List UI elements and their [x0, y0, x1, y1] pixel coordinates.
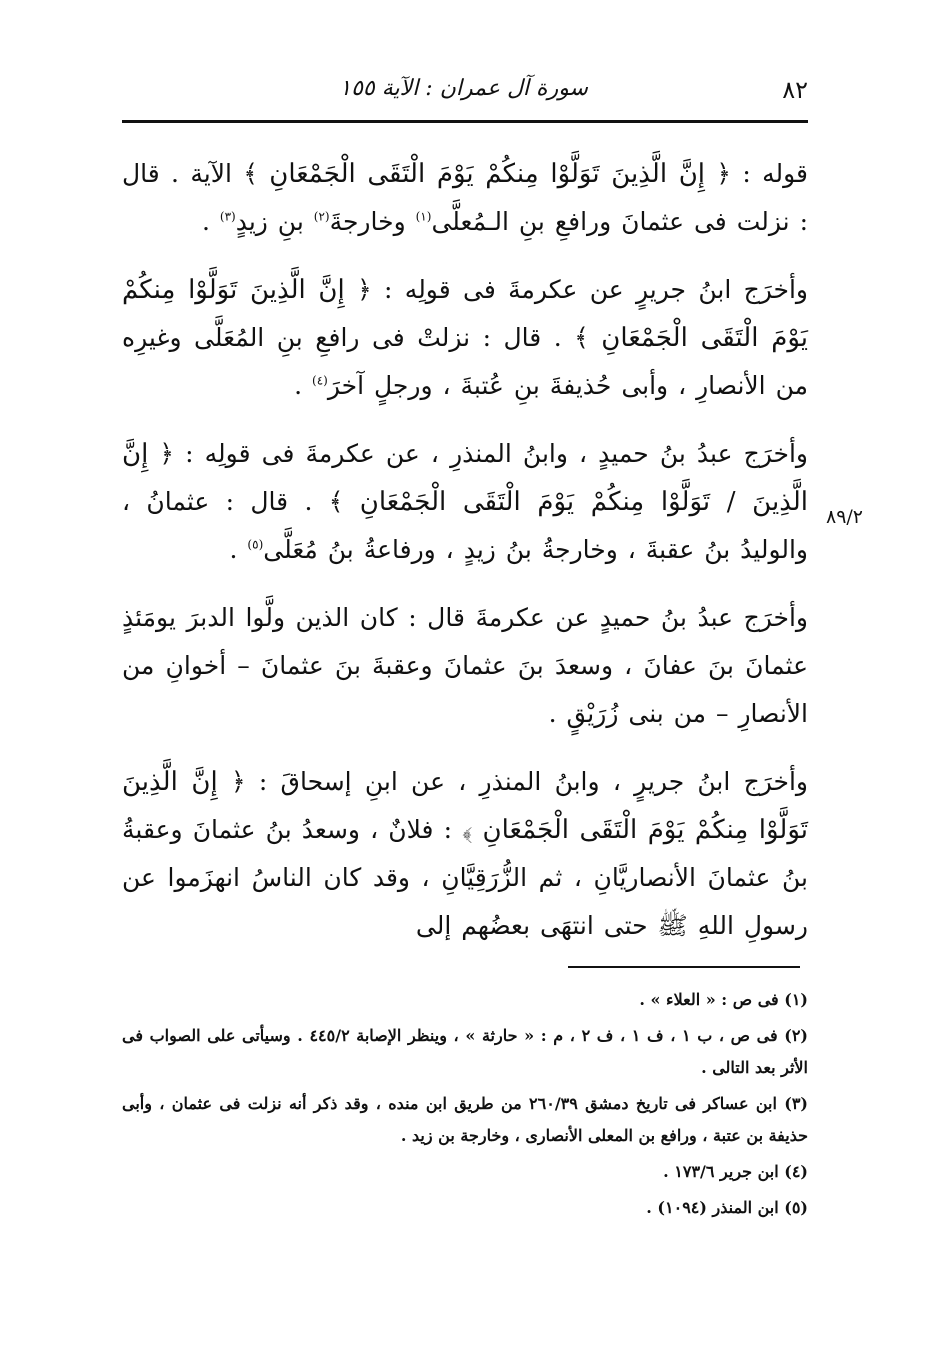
- body-text: [122, 150, 808, 970]
- footnote-4: (٤) ابن جرير ١٧٣/٦ .: [663, 1162, 808, 1181]
- paragraph-end: .: [201, 207, 220, 236]
- footnote-ref: (٥): [247, 537, 264, 552]
- paragraph-5: [122, 758, 808, 950]
- paragraph-end: .: [294, 371, 313, 400]
- paragraph-text: ﴾ . قال : عثمانُ ، والوليدُ بنُ عقبةَ ، وخارجةُ بنُ زيدٍ ، ورفاعةُ بنُ مُعَلَّى: [122, 487, 808, 564]
- footnote-ref: (١): [415, 209, 432, 224]
- footnotes: [122, 984, 808, 1228]
- margin-reference: ٨٩/٢: [826, 506, 864, 528]
- footnote-rule: [568, 966, 800, 968]
- footnote-1: (١) فى ص : « العلاء » .: [639, 990, 808, 1009]
- footnote-ref: (٤): [312, 373, 328, 388]
- header-rule: [122, 120, 808, 123]
- paragraph-lead: وأخرَج عبدُ بنُ حميدٍ ، وابنُ المنذرِ ، عن عكرمةَ فى قولِه : ﴿: [148, 439, 808, 468]
- paragraph-text: ﴾ الآية . قال : نزلت فى عثمانَ ورافعِ بنِ الـمُعلَّى: [122, 159, 808, 236]
- quran-verse: إِنَّ الَّذِينَ تَوَلَّوْا مِنكُمْ يَوْمَ الْتَقَى الْجَمْعَانِ: [122, 275, 808, 353]
- page-header: [122, 74, 808, 114]
- footnote-ref: (٢): [313, 209, 330, 224]
- paragraph-lead: وأخرَج ابنُ جريرٍ ، وابنُ المنذرِ ، عن ابنِ إسحاقَ : ﴿: [217, 767, 808, 796]
- footnote-ref: (٣): [219, 209, 236, 224]
- paragraph-end: .: [229, 535, 248, 564]
- paragraph-2: [122, 266, 808, 410]
- footnote-2: (٢) فى ص ، ب ١ ، ف ١ ، ف ٢ ، م : « حارثة » ، وينظر الإصابة ٤٤٥/٢ . وسيأتى على الصواب فى الأثر بعد التالى .: [122, 1026, 808, 1077]
- paragraph-text: بنِ زيدٍ: [235, 207, 314, 236]
- quran-verse: إِنَّ الَّذِينَ تَوَلَّوْا مِنكُمْ يَوْمَ الْتَقَى الْجَمْعَانِ: [122, 767, 808, 845]
- running-title: سورة آل عمران : الآية ١٥٥: [339, 76, 588, 101]
- page-number: ٨٢: [782, 76, 808, 104]
- quran-verse: إِنَّ الَّذِينَ / تَوَلَّوْا مِنكُمْ يَوْمَ الْتَقَى الْجَمْعَانِ: [122, 439, 808, 517]
- paragraph-text: ﴾ . قال : نزلتْ فى رافعِ بنِ المُعَلَّى وغيرِه من الأنصارِ ، وأبى حُذيفةَ بنِ عُتبةَ ، ورجلٍ آخرَ: [122, 323, 808, 400]
- paragraph-1: [122, 150, 808, 246]
- paragraph-4: [122, 594, 808, 738]
- footnote-5: (٥) ابن المنذر (١٠٩٤) .: [646, 1198, 808, 1217]
- paragraph-text: ﴾ : فلانٌ ، وسعدُ بنُ عثمانَ وعقبةُ بنُ عثمانَ الأنصاريَّانِ ، ثم الزُّرَقِيَّانِ ، وقد كان الناسُ انهزَموا عن رسولِ اللهِ ﷺ حتى انتهَى بعضُهم إلى: [122, 815, 808, 940]
- paragraph-3: [122, 430, 808, 574]
- paragraph-text: وأخرَج عبدُ بنُ حميدٍ عن عكرمةَ قال : كان الذين ولَّوا الدبرَ يومَئذٍ عثمانَ بنَ عفانَ ، وسعدَ بنَ عثمانَ وعقبةَ بنَ عثمانَ – أخوانِ من الأنصارِ – من بنى زُرَيْقٍ .: [122, 603, 808, 728]
- paragraph-lead: وأخرَج ابنُ جريرٍ عن عكرمةَ فى قولِه : ﴿: [344, 275, 808, 304]
- quran-verse: إِنَّ الَّذِينَ تَوَلَّوْا مِنكُمْ يَوْمَ الْتَقَى الْجَمْعَانِ: [269, 159, 706, 189]
- paragraph-lead: قوله : ﴿: [705, 159, 808, 188]
- paragraph-text: وخارجةَ: [329, 207, 416, 236]
- footnote-3: (٣) ابن عساكر فى تاريخ دمشق ٢٦٠/٣٩ من طريق ابن منده ، وقد ذكر أنه نزلت فى عثمان ، وأبى حذيفة بن عتبة ، ورافع بن المعلى الأنصارى ، وخارجة بن زيد .: [122, 1094, 808, 1145]
